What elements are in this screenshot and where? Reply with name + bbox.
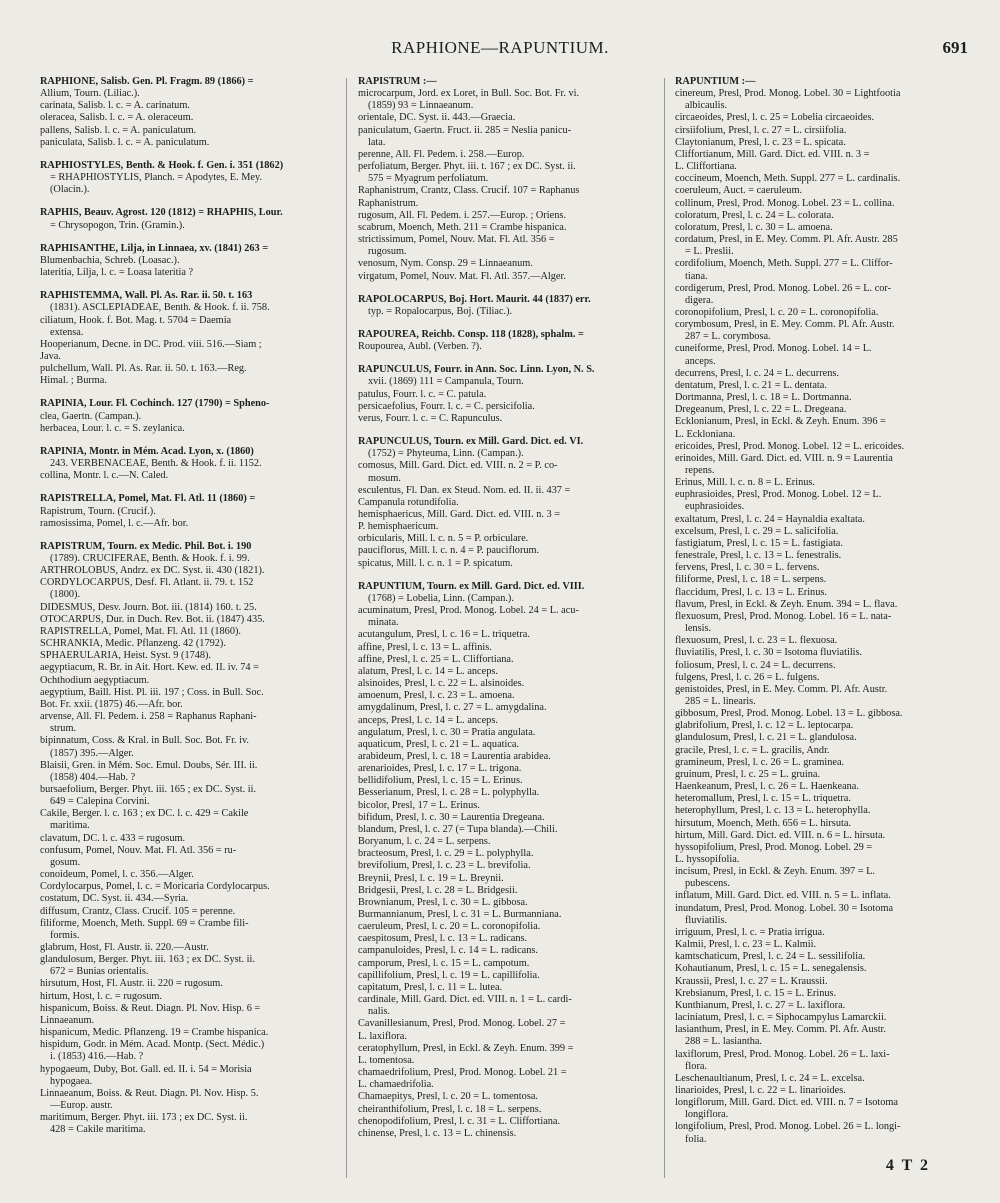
entry-line: coronopifolium, Presl, l. c. 20 = L. coronopifolia. bbox=[675, 306, 879, 318]
entry-line: typ. = Ropalocarpus, Boj. (Tiliac.). bbox=[368, 305, 513, 317]
entry-line: campanuloides, Presl, l. c. 14 = L. radicans. bbox=[358, 945, 538, 957]
entry-line: 672 = Bunias orientalis. bbox=[50, 966, 149, 978]
entry-heading: RAPHISANTHE, Lilja, in Linnaea, xv. (1841) 263 = bbox=[40, 242, 269, 254]
entry-line: bellidifolium, Presl, l. c. 15 = L. Erinus. bbox=[358, 775, 523, 787]
entry-line: orbicularis, Mill. l. c. n. 5 = P. orbiculare. bbox=[358, 533, 529, 545]
entry-heading: RAPUNCULUS, Fourr. in Ann. Soc. Linn. Lyon, N. S. bbox=[358, 364, 595, 376]
entry-line: bifidum, Presl, l. c. 30 = Laurentia Dregeana. bbox=[358, 811, 545, 823]
entry-line: SPHAERULARIA, Heist. Syst. 9 (1748). bbox=[40, 650, 212, 662]
entry-line: affine, Presl, l. c. 25 = L. Cliffortiana. bbox=[358, 653, 514, 665]
entry-line: Linnaeanum, Boiss. & Reut. Diagn. Pl. Nov. Hisp. 5. bbox=[40, 1087, 259, 1099]
page-number: 691 bbox=[942, 38, 968, 57]
entry-line: cordigerum, Presl, Prod. Monog. Lobel. 26 = L. cor- bbox=[675, 282, 892, 294]
entry-line: (1789). CRUCIFERAE, Benth. & Hook. f. i. 99. bbox=[50, 553, 250, 564]
entry-line: Boryanum, l. c. 24 = L. serpens. bbox=[358, 836, 491, 848]
entry-line: (1752) = Phyteuma, Linn. (Campan.). bbox=[368, 448, 524, 460]
entry-line: glandulosum, Presl, l. c. 21 = L. glandulosa. bbox=[675, 732, 857, 744]
entry-line: angulatum, Presl, l. c. 30 = Pratia angulata. bbox=[358, 726, 536, 738]
entry-line: glandulosum, Berger. Phyt. iii. 163 ; ex DC. Syst. ii. bbox=[40, 954, 255, 966]
entry-line: coeruleum, Auct. = caeruleum. bbox=[675, 185, 803, 197]
dictionary-entry bbox=[358, 294, 654, 318]
entry-line: hyssopifolium, Presl, Prod. Monog. Lobel. 29 = bbox=[675, 841, 873, 853]
entry-line: OTOCARPUS, Dur. in Duch. Rev. Bot. ii. (1847) 435. bbox=[40, 613, 265, 625]
entry-line: coloratum, Presl, l. c. 24 = L. colorata. bbox=[675, 209, 834, 221]
entry-line: costatum, DC. Syst. ii. 434.—Syria. bbox=[40, 893, 189, 905]
entry-heading: RAPUNTIUM :— bbox=[675, 76, 756, 87]
entry-line: coccineum, Moench, Meth. Suppl. 277 = L. cardinalis. bbox=[675, 173, 901, 185]
entry-line: Besserianum, Presl, l. c. 28 = L. polyphylla. bbox=[358, 787, 540, 799]
entry-line: albicaulis. bbox=[685, 100, 728, 112]
entry-line: xvii. (1869) 111 = Campanula, Tourn. bbox=[368, 376, 524, 388]
entry-line: Chamaepitys, Presl, l. c. 20 = L. tomentosa. bbox=[358, 1091, 538, 1103]
entry-line: longifolium, Presl, Prod. Monog. Lobel. 26 = L. longi- bbox=[675, 1121, 901, 1133]
entry-line: Brownianum, Presl, l. c. 30 = L. gibbosa. bbox=[358, 896, 528, 908]
entry-line: CORDYLOCARPUS, Desf. Fl. Atlant. ii. 79. t. 152 bbox=[40, 577, 254, 589]
entry-line: L. Eckloniana. bbox=[675, 428, 736, 440]
dictionary-entry bbox=[40, 290, 336, 387]
entry-heading: RAPINIA, Lour. Fl. Cochinch. 127 (1790) = Spheno- bbox=[40, 398, 270, 410]
entry-line: —Europ. austr. bbox=[50, 1100, 113, 1112]
entry-line: hispidum, Godr. in Mém. Acad. Montp. (Sect. Médic.) bbox=[40, 1039, 265, 1051]
entry-line: RAPISTRELLA, Pomel, Mat. Fl. Atl. 11 (1860). bbox=[40, 625, 241, 637]
column-divider bbox=[664, 78, 665, 1178]
entry-line: gramineum, Presl, l. c. 26 = L. graminea. bbox=[675, 756, 845, 768]
entry-line: Hooperianum, Decne. in DC. Prod. viii. 516.—Siam ; bbox=[40, 338, 262, 350]
dictionary-entry bbox=[40, 160, 336, 196]
entry-line: Roupourea, Aubl. (Verben. ?). bbox=[358, 341, 482, 353]
entry-line: longiflorum, Mill. Gard. Dict. ed. VIII. n. 7 = Isotoma bbox=[675, 1097, 898, 1109]
entry-line: ceratophyllum, Presl, in Eckl. & Zeyh. Enum. 399 = bbox=[358, 1042, 574, 1054]
entry-line: heteromallum, Presl, l. c. 15 = L. triquetra. bbox=[675, 793, 851, 805]
entry-line: Himal. ; Burma. bbox=[40, 375, 107, 387]
entry-line: rugosum, All. Fl. Pedem. i. 257.—Europ. ; Oriens. bbox=[358, 209, 566, 221]
entry-line: dentatum, Presl, l. c. 21 = L. dentata. bbox=[675, 379, 827, 391]
entry-line: Blaisii, Gren. in Mém. Soc. Emul. Doubs, Sér. III. ii. bbox=[40, 759, 258, 771]
entry-line: Campanula rotundifolia. bbox=[358, 496, 459, 508]
entry-line: heterophyllum, Presl, l. c. 13 = L. heterophylla. bbox=[675, 805, 871, 817]
entry-line: genistoides, Presl, in E. Mey. Comm. Pl. Afr. Austr. bbox=[675, 683, 888, 695]
entry-line: fervens, Presl, l. c. 30 = L. fervens. bbox=[675, 562, 820, 574]
entry-line: Linnaeanum. bbox=[40, 1014, 95, 1026]
entry-line: incisum, Presl, in Eckl. & Zeyh. Enum. 397 = L. bbox=[675, 866, 875, 878]
entry-line: Ochthodium aegyptiacum. bbox=[40, 674, 150, 686]
entry-heading: RAPUNCULUS, Tourn. ex Mill. Gard. Dict. ed. VI. bbox=[358, 436, 584, 448]
entry-line: anceps, Presl, l. c. 14 = L. anceps. bbox=[358, 714, 498, 726]
entry-line: formis. bbox=[50, 929, 80, 941]
entry-line: Raphanistrum. bbox=[358, 197, 419, 209]
entry-line: camporum, Presl, l. c. 15 = L. campotum. bbox=[358, 957, 530, 969]
entry-line: ARTHROLOBUS, Andrz. ex DC. Syst. ii. 430 (1821). bbox=[40, 565, 265, 577]
entry-line: L. tomentosa. bbox=[358, 1054, 415, 1066]
dictionary-entry bbox=[40, 493, 336, 529]
entry-line: fastigiatum, Presl, l. c. 15 = L. fastigiata. bbox=[675, 537, 843, 549]
entry-line: = Chrysopogon, Trin. (Gramin.). bbox=[50, 219, 185, 231]
entry-line: folia. bbox=[685, 1133, 707, 1145]
entry-line: spicatus, Mill. l. c. n. 1 = P. spicatum. bbox=[358, 557, 513, 569]
entry-line: DIDESMUS, Desv. Journ. Bot. iii. (1814) 160. t. 25. bbox=[40, 601, 257, 613]
column-right bbox=[675, 76, 971, 1157]
entry-line: hemisphaericus, Mill. Gard. Dict. ed. VIII. n. 3 = bbox=[358, 509, 561, 520]
entry-line: amoenum, Presl, l. c. 23 = L. amoena. bbox=[358, 690, 515, 702]
entry-line: = RHAPHIOSTYLIS, Planch. = Apodytes, E. Mey. bbox=[50, 172, 263, 184]
entry-line: hypogaea. bbox=[50, 1075, 93, 1087]
entry-line: Kraussii, Presl, l. c. 27 = L. Kraussii. bbox=[675, 975, 828, 987]
entry-line: cheiranthifolium, Presl, l. c. 18 = L. serpens. bbox=[358, 1103, 542, 1115]
entry-line: flexuosum, Presl, Prod. Monog. Lobel. 16 = L. nata- bbox=[675, 610, 892, 622]
dictionary-entry bbox=[40, 243, 336, 279]
entry-line: P. hemisphaericum. bbox=[358, 521, 439, 533]
entry-line: acutangulum, Presl, l. c. 16 = L. triquetra. bbox=[358, 629, 530, 641]
page-header bbox=[0, 34, 1000, 64]
entry-line: Java. bbox=[40, 350, 61, 362]
entry-line: corymbosum, Presl, in E. Mey. Comm. Pl. Afr. Austr. bbox=[675, 319, 895, 331]
entry-line: L. hyssopifolia. bbox=[675, 854, 740, 865]
entry-line: lata. bbox=[368, 136, 386, 148]
entry-line: glabrifolium, Presl, l. c. 12 = L. leptocarpa. bbox=[675, 720, 854, 732]
column-left bbox=[40, 76, 336, 1148]
entry-heading: RAPISTRUM :— bbox=[358, 76, 437, 87]
entry-line: Burmannianum, Presl, l. c. 31 = L. Burmanniana. bbox=[358, 909, 562, 920]
entry-line: Cordylocarpus, Pomel, l. c. = Moricaria Cordylocarpus. bbox=[40, 881, 270, 893]
entry-line: venosum, Nym. Consp. 29 = Linnaeanum. bbox=[358, 258, 533, 270]
entry-line: clavatum, DC. l. c. 433 = rugosum. bbox=[40, 832, 186, 844]
entry-line: hirsutum, Host, Fl. Austr. ii. 220 = rugosum. bbox=[40, 978, 223, 990]
entry-heading: RAPOUREA, Reichb. Consp. 118 (1828), sphalm. = bbox=[358, 328, 584, 340]
entry-line: aegyptium, Baill. Hist. Pl. iii. 197 ; Coss. in Bull. Soc. bbox=[40, 686, 264, 698]
entry-line: gracile, Presl, l. c. = L. gracilis, Andr. bbox=[675, 744, 830, 756]
dictionary-entry bbox=[40, 446, 336, 482]
entry-line: Leschenaultianum, Presl, l. c. 24 = L. excelsa. bbox=[675, 1072, 865, 1084]
entry-line: fenestrale, Presl, l. c. 13 = L. fenestralis. bbox=[675, 550, 842, 562]
dictionary-entry bbox=[358, 364, 654, 425]
entry-line: chamaedrifolium, Presl, Prod. Monog. Lobel. 21 = bbox=[358, 1067, 567, 1079]
entry-line: Ecklonianum, Presl, in Eckl. & Zeyh. Enum. 396 = bbox=[675, 416, 886, 428]
running-title: RAPHIONE—RAPUNTIUM. bbox=[391, 38, 609, 57]
entry-line: repens. bbox=[685, 465, 715, 476]
entry-line: perenne, All. Fl. Pedem. i. 258.—Europ. bbox=[358, 148, 525, 160]
entry-line: inflatum, Mill. Gard. Dict. ed. VIII. n. 5 = L. inflata. bbox=[675, 890, 891, 902]
entry-line: Allium, Tourn. (Liliac.). bbox=[40, 88, 140, 100]
entry-line: exaltatum, Presl, l. c. 24 = Haynaldia exaltata. bbox=[675, 513, 865, 525]
entry-line: cardinale, Mill. Gard. Dict. ed. VIII. n. 1 = L. cardi- bbox=[358, 994, 572, 1006]
entry-line: orientale, DC. Syst. ii. 443.—Graecia. bbox=[358, 112, 516, 124]
dictionary-entry bbox=[40, 207, 336, 231]
entry-line: cordifolium, Moench, Meth. Suppl. 277 = L. Cliffor- bbox=[675, 258, 893, 270]
entry-line: caespitosum, Presl, l. c. 13 = L. radicans. bbox=[358, 933, 528, 945]
entry-line: maritimum, Berger. Phyt. iii. 173 ; ex DC. Syst. ii. bbox=[40, 1112, 248, 1124]
entry-line: Bridgesii, Presl, l. c. 28 = L. Bridgesii. bbox=[358, 884, 518, 896]
entry-line: strum. bbox=[50, 723, 77, 735]
column-middle bbox=[358, 76, 654, 1151]
entry-line: alatum, Presl, l. c. 14 = L. anceps. bbox=[358, 665, 498, 677]
signature-mark: 4 T 2 bbox=[885, 1157, 930, 1174]
entry-line: irriguum, Presl, l. c. = Pratia irrigua. bbox=[675, 926, 825, 938]
entry-line: 243. VERBENACEAE, Benth. & Hook. f. ii. 1152. bbox=[50, 458, 262, 470]
entry-line: acuminatum, Presl, Prod. Monog. Lobel. 24 = L. acu- bbox=[358, 605, 579, 617]
dictionary-entry bbox=[40, 76, 336, 149]
entry-line: microcarpum, Jord. ex Loret, in Bull. Soc. Bot. Fr. vi. bbox=[358, 88, 580, 100]
entry-line: virgatum, Pomel, Nouv. Mat. Fl. Atl. 357.—Alger. bbox=[358, 270, 566, 282]
entry-line: strictissimum, Pomel, Nouv. Mat. Fl. Atl. 356 = bbox=[358, 234, 555, 246]
entry-line: scabrum, Moench, Meth. 211 = Crambe hispanica. bbox=[358, 221, 567, 233]
entry-line: (1831). ASCLEPIADEAE, Benth. & Hook. f. ii. 758. bbox=[50, 302, 270, 314]
entry-line: brevifolium, Presl, l. c. 23 = L. brevifolia. bbox=[358, 860, 531, 872]
entry-line: ramosissima, Pomel, l. c.—Afr. bor. bbox=[40, 517, 189, 529]
entry-line: euphrasioides. bbox=[685, 501, 745, 513]
entry-line: digera. bbox=[685, 294, 714, 306]
entry-line: caeruleum, Presl, l. c. 20 = L. coronopifolia. bbox=[358, 921, 541, 933]
entry-line: 428 = Cakile maritima. bbox=[50, 1124, 146, 1136]
entry-line: Rapistrum, Tourn. (Crucif.). bbox=[40, 505, 156, 517]
entry-line: conoideum, Pomel, l. c. 356.—Alger. bbox=[40, 869, 194, 881]
entry-line: L. chamaedrifolia. bbox=[358, 1079, 434, 1091]
entry-line: chenopodifolium, Presl, l. c. 31 = L. Cliffortiana. bbox=[358, 1115, 561, 1127]
entry-line: circaeoides, Presl, l. c. 25 = Lobelia circaeoides. bbox=[675, 112, 875, 124]
entry-line: (1859) 93 = Linnaeanum. bbox=[368, 100, 474, 112]
entry-line: aegyptiacum, R. Br. in Ait. Hort. Kew. ed. II. iv. 74 = bbox=[40, 662, 259, 674]
entry-line: 575 = Myagrum perfoliatum. bbox=[368, 173, 489, 185]
entry-line: excelsum, Presl, l. c. 29 = L. salicifolia. bbox=[675, 525, 839, 537]
entry-line: 288 = L. lasiantha. bbox=[685, 1036, 763, 1048]
entry-line: alsinoides, Presl, l. c. 22 = L. alsinoides. bbox=[358, 678, 525, 690]
entry-line: pubescens. bbox=[685, 878, 730, 890]
entry-line: Haenkeanum, Presl, l. c. 26 = L. Haenkeana. bbox=[675, 781, 859, 793]
entry-line: chinense, Presl, l. c. 13 = L. chinensis. bbox=[358, 1127, 517, 1139]
entry-line: (Olacin.). bbox=[50, 184, 90, 196]
dictionary-entry bbox=[675, 76, 971, 1146]
entry-line: paniculatum, Gaertn. Fruct. ii. 285 = Neslia panicu- bbox=[358, 124, 572, 136]
entry-line: lasianthum, Presl, in E. Mey. Comm. Pl. Afr. Austr. bbox=[675, 1024, 886, 1036]
entry-line: verus, Fourr. l. c. = C. Rapunculus. bbox=[358, 412, 503, 424]
entry-line: hypogaeum, Duby, Bot. Gall. ed. II. i. 54 = Morisia bbox=[40, 1063, 252, 1075]
entry-line: Kalmii, Presl, l. c. 23 = L. Kalmii. bbox=[675, 939, 817, 951]
entry-line: bipinnatum, Coss. & Kral. in Bull. Soc. Bot. Fr. iv. bbox=[40, 735, 249, 747]
entry-line: 287 = L. corymbosa. bbox=[685, 331, 771, 343]
entry-line: laxiflorum, Presl, Prod. Monog. Lobel. 26 = L. laxi- bbox=[675, 1048, 890, 1060]
entry-line: filiforme, Moench, Meth. Suppl. 69 = Crambe fili- bbox=[40, 917, 249, 929]
entry-line: cuneiforme, Presl, Prod. Monog. Lobel. 14 = L. bbox=[675, 343, 872, 355]
entry-line: L. laxiflora. bbox=[358, 1030, 407, 1042]
dictionary-entry bbox=[40, 541, 336, 1137]
entry-line: flexuosum, Presl, l. c. 23 = L. flexuosa. bbox=[675, 635, 838, 647]
entry-line: Dregeanum, Presl, l. c. 22 = L. Dregeana. bbox=[675, 404, 847, 416]
entry-line: lensis. bbox=[685, 623, 712, 635]
entry-line: = L. Preslii. bbox=[685, 246, 734, 258]
entry-line: comosus, Mill. Gard. Dict. ed. VIII. n. 2 = P. co- bbox=[358, 460, 558, 472]
entry-line: pallens, Salisb. l. c. = A. paniculatum. bbox=[40, 124, 197, 136]
entry-heading: RAPHIONE, Salisb. Gen. Pl. Fragm. 89 (1866) = bbox=[40, 76, 254, 87]
entry-line: oleracea, Salisb. l. c. = A. oleraceum. bbox=[40, 112, 194, 124]
entry-line: affine, Presl, l. c. 13 = L. affinis. bbox=[358, 641, 492, 653]
entry-heading: RAPOLOCARPUS, Boj. Hort. Maurit. 44 (1837) err. bbox=[358, 293, 591, 305]
entry-line: gosum. bbox=[50, 856, 81, 868]
entry-line: (1858) 404.—Hab. ? bbox=[50, 771, 136, 783]
entry-line: ericoides, Presl, Prod. Monog. Lobel. 12 = L. ericoides. bbox=[675, 440, 905, 452]
entry-line: L. Cliffortiana. bbox=[675, 161, 737, 173]
entry-line: cinereum, Presl, Prod. Monog. Lobel. 30 = Lightfootia bbox=[675, 88, 901, 100]
entry-heading: RAPINIA, Montr. in Mém. Acad. Lyon, x. (1860) bbox=[40, 445, 254, 457]
entry-heading: RAPISTRELLA, Pomel, Mat. Fl. Atl. 11 (1860) = bbox=[40, 493, 256, 505]
entry-line: Raphanistrum, Crantz, Class. Crucif. 107 = Raphanus bbox=[358, 185, 580, 197]
entry-line: glabrum, Host, Fl. Austr. ii. 220.—Austr. bbox=[40, 942, 209, 953]
entry-line: collinum, Presl, Prod. Monog. Lobel. 23 = L. collina. bbox=[675, 197, 895, 209]
entry-line: cirsiifolium, Presl, l. c. 27 = L. cirsiifolia. bbox=[675, 124, 847, 136]
entry-line: maritima. bbox=[50, 820, 90, 832]
entry-line: Cavanillesianum, Presl, Prod. Monog. Lobel. 27 = bbox=[358, 1018, 566, 1030]
entry-line: kamtschaticum, Presl, l. c. 24 = L. sessilifolia. bbox=[675, 951, 866, 963]
entry-line: hirsutum, Moench, Meth. 656 = L. hirsuta. bbox=[675, 817, 851, 829]
entry-line: tiana. bbox=[685, 270, 708, 282]
entry-line: capillifolium, Presl, l. c. 19 = L. capillifolia. bbox=[358, 969, 540, 981]
entry-line: Blumenbachia, Schreb. (Loasac.). bbox=[40, 254, 180, 266]
entry-line: Bot. Fr. xxii. (1875) 46.—Afr. bor. bbox=[40, 698, 183, 710]
entry-line: Claytonianum, Presl, l. c. 23 = L. spicata. bbox=[675, 136, 846, 148]
entry-line: filiforme, Presl, l. c. 18 = L. serpens. bbox=[675, 574, 827, 586]
entry-line: euphrasioides, Presl, Prod. Monog. Lobel. 12 = L. bbox=[675, 489, 882, 501]
entry-line: collina, Montr. l. c.—N. Caled. bbox=[40, 470, 169, 482]
entry-line: blandum, Presl, l. c. 27 (= Tupa blanda).—Chili. bbox=[358, 823, 558, 835]
entry-line: Breynii, Presl, l. c. 19 = L. Breynii. bbox=[358, 872, 504, 884]
entry-line: mosum. bbox=[368, 472, 401, 484]
entry-line: herbacea, Lour. l. c. = S. zeylanica. bbox=[40, 422, 185, 434]
entry-heading: RAPUNTIUM, Tourn. ex Mill. Gard. Dict. ed. VIII. bbox=[358, 580, 585, 592]
entry-line: flavum, Presl, in Eckl. & Zeyh. Enum. 394 = L. flava. bbox=[675, 598, 898, 610]
entry-line: erinoides, Mill. Gard. Dict. ed. VIII. n. 9 = Laurentia bbox=[675, 452, 893, 464]
entry-line: extensa. bbox=[50, 326, 84, 338]
entry-line: cordatum, Presl, in E. Mey. Comm. Pl. Afr. Austr. 285 bbox=[675, 234, 898, 246]
entry-line: rugosum. bbox=[368, 246, 407, 258]
entry-line: linarioides, Presl, l. c. 22 = L. linarioides. bbox=[675, 1084, 846, 1096]
dictionary-entry bbox=[40, 398, 336, 434]
entry-line: persicaefolius, Fourr. l. c. = C. persicifolia. bbox=[358, 400, 535, 412]
entry-line: bicolor, Presl, 17 = L. Erinus. bbox=[358, 799, 480, 811]
entry-line: anceps. bbox=[685, 355, 716, 367]
entry-heading: RAPHIOSTYLES, Benth. & Hook. f. Gen. i. 351 (1862) bbox=[40, 159, 284, 171]
entry-line: confusum, Pomel, Nouv. Mat. Fl. Atl. 356 = ru- bbox=[40, 844, 237, 856]
entry-line: amygdalinum, Presl, l. c. 27 = L. amygdalina. bbox=[358, 702, 547, 714]
entry-line: Kohautianum, Presl, l. c. 15 = L. senegalensis. bbox=[675, 963, 867, 975]
entry-line: Kunthianum, Presl, l. c. 27 = L. laxiflora. bbox=[675, 999, 846, 1011]
entry-line: decurrens, Presl, l. c. 24 = L. decurrens. bbox=[675, 367, 839, 379]
entry-line: 285 = L. linearis. bbox=[685, 695, 756, 707]
entry-line: laciniatum, Presl, l. c. = Siphocampylus Lamarckii. bbox=[675, 1012, 887, 1024]
entry-heading: RAPHIS, Beauv. Agrost. 120 (1812) = RHAPHIS, Lour. bbox=[40, 207, 283, 219]
entry-line: gibbosum, Presl, Prod. Monog. Lobel. 13 = L. gibbosa. bbox=[675, 708, 903, 720]
entry-line: esculentus, Fl. Dan. ex Steud. Nom. ed. II. ii. 437 = bbox=[358, 484, 571, 496]
entry-line: diffusum, Crantz, Class. Crucif. 105 = perenne. bbox=[40, 905, 236, 917]
entry-line: fluviatilis. bbox=[685, 914, 728, 926]
entry-line: longiflora. bbox=[685, 1109, 729, 1121]
entry-line: bursaefolium, Berger. Phyt. iii. 165 ; ex DC. Syst. ii. bbox=[40, 783, 257, 795]
entry-line: pulchellum, Wall. Pl. As. Rar. ii. 50. t. 163.—Reg. bbox=[40, 363, 247, 375]
entry-line: arabideum, Presl, l. c. 18 = Laurentia arabidea. bbox=[358, 750, 551, 762]
entry-heading: RAPISTRUM, Tourn. ex Medic. Phil. Bot. i. 190 bbox=[40, 540, 252, 552]
entry-line: hirtum, Host, l. c. = rugosum. bbox=[40, 990, 162, 1002]
entry-line: (1800). bbox=[50, 589, 81, 601]
entry-line: flaccidum, Presl, l. c. 13 = L. Erinus. bbox=[675, 586, 827, 598]
entry-line: SCHRANKIA, Medic. Pflanzeng. 42 (1792). bbox=[40, 638, 226, 650]
entry-line: Cliffortianum, Mill. Gard. Dict. ed. VIII. n. 3 = bbox=[675, 148, 870, 160]
entry-line: minata. bbox=[368, 617, 399, 629]
entry-line: Dortmanna, Presl, l. c. 18 = L. Dortmanna. bbox=[675, 392, 852, 404]
entry-line: gruinum, Presl, l. c. 25 = L. gruina. bbox=[675, 768, 821, 780]
entry-line: capitatum, Presl, l. c. 11 = L. lutea. bbox=[358, 981, 503, 993]
entry-line: arvense, All. Fl. Pedem. i. 258 = Raphanus Raphani- bbox=[40, 711, 257, 723]
entry-line: clea, Gaertn. (Campan.). bbox=[40, 410, 142, 422]
dictionary-entry bbox=[358, 436, 654, 570]
entry-line: hispanicum, Boiss. & Reut. Diagn. Pl. Nov. Hisp. 6 = bbox=[40, 1002, 261, 1014]
entry-line: arenarioides, Presl, l. c. 17 = L. trigona. bbox=[358, 763, 522, 775]
entry-line: Erinus, Mill. l. c. n. 8 = L. Erinus. bbox=[675, 477, 815, 489]
entry-line: lateritia, Lilja, l. c. = Loasa lateritia ? bbox=[40, 267, 194, 279]
entry-line: hirtum, Mill. Gard. Dict. ed. VIII. n. 6 = L. hirsuta. bbox=[675, 829, 886, 841]
entry-line: (1768) = Lobelia, Linn. (Campan.). bbox=[368, 592, 514, 604]
entry-line: carinata, Salisb. l. c. = A. carinatum. bbox=[40, 100, 190, 112]
entry-line: coloratum, Presl, l. c. 30 = L. amoena. bbox=[675, 221, 833, 233]
dictionary-entry bbox=[358, 581, 654, 1140]
entry-line: hispanicum, Medic. Pflanzeng. 19 = Crambe hispanica. bbox=[40, 1027, 269, 1039]
entry-line: Krebsianum, Presl, l. c. 15 = L. Erinus. bbox=[675, 987, 837, 999]
entry-line: fluviatilis, Presl, l. c. 30 = Isotoma fluviatilis. bbox=[675, 647, 863, 659]
entry-heading: RAPHISTEMMA, Wall. Pl. As. Rar. ii. 50. t. 163 bbox=[40, 290, 253, 302]
entry-line: ciliatum, Hook. f. Bot. Mag. t. 5704 = Daemia bbox=[40, 314, 232, 326]
entry-line: flora. bbox=[685, 1060, 708, 1072]
entry-line: bracteosum, Presl, l. c. 29 = L. polyphylla. bbox=[358, 848, 534, 860]
entry-line: 649 = Calepina Corvini. bbox=[50, 796, 150, 808]
entry-line: paniculata, Salisb. l. c. = A. paniculatum. bbox=[40, 136, 210, 148]
entry-line: aquaticum, Presl, l. c. 21 = L. aquatica. bbox=[358, 738, 520, 750]
dictionary-entry bbox=[358, 76, 654, 283]
column-divider bbox=[346, 78, 347, 1178]
entry-line: nalis. bbox=[368, 1006, 391, 1018]
entry-line: pauciflorus, Mill. l. c. n. 4 = P. pauciflorum. bbox=[358, 545, 540, 557]
entry-line: i. (1853) 416.—Hab. ? bbox=[50, 1051, 144, 1063]
entry-line: fulgens, Presl, l. c. 26 = L. fulgens. bbox=[675, 671, 820, 683]
entry-line: foliosum, Presl, l. c. 24 = L. decurrens. bbox=[675, 659, 836, 671]
entry-line: Cakile, Berger. l. c. 163 ; ex DC. l. c. 429 = Cakile bbox=[40, 808, 249, 820]
entry-line: perfoliatum, Berger. Phyt. iii. t. 167 ; ex DC. Syst. ii. bbox=[358, 161, 576, 173]
dictionary-entry bbox=[358, 329, 654, 353]
entry-line: patulus, Fourr. l. c. = C. patula. bbox=[358, 388, 487, 400]
entry-line: inundatum, Presl, Prod. Monog. Lobel. 30 = Isotoma bbox=[675, 902, 894, 914]
entry-line: (1857) 395.—Alger. bbox=[50, 747, 134, 759]
